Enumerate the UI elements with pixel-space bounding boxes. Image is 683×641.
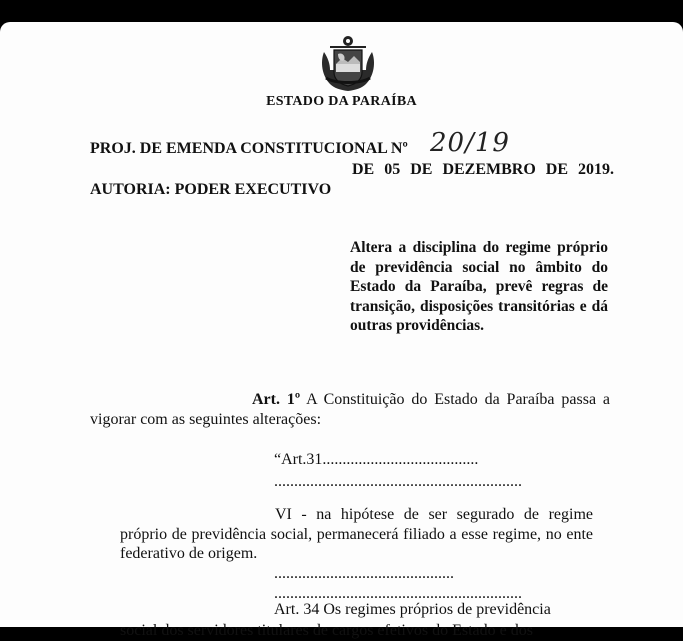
article-1-label: Art. 1º	[252, 391, 301, 408]
article-34-continuation: social dos servidores titulares de cargos efetivos do Estado e dos	[120, 622, 533, 639]
dots-line-1: ..............................................................	[274, 473, 522, 490]
art31-line: “Art.31.......................................	[274, 451, 479, 468]
project-date: DE 05 DE DEZEMBRO DE 2019.	[352, 161, 615, 178]
article-34: Art. 34 Os regimes próprios de previdência	[274, 601, 551, 618]
article-1	[90, 390, 610, 430]
item-vi: VI - na hipótese de ser segurado de regime próprio de previdência social, permanecerá filiado a esse regime, no ente federativo de origem.	[120, 506, 593, 562]
state-title: ESTADO DA PARAÍBA	[266, 94, 417, 109]
handwritten-project-number: 20/19	[430, 128, 510, 158]
project-label: PROJ. DE EMENDA CONSTITUCIONAL Nº	[90, 140, 408, 157]
document-page	[0, 22, 683, 639]
article-1-text: A Constituição do Estado da Paraíba passa a vigorar com as seguintes alterações:	[90, 391, 610, 428]
dots-line-3: ..............................................................	[274, 585, 522, 602]
ementa-summary: Altera a disciplina do regime próprio de previdência social no âmbito do Estado da Paraíba, prevê regras de transição, disposições transitórias e dá outras providências.	[350, 239, 608, 334]
authorship: AUTORIA: PODER EXECUTIVO	[90, 181, 332, 198]
dots-line-2: .............................................	[274, 565, 454, 582]
coat-of-arms-icon	[316, 34, 380, 92]
